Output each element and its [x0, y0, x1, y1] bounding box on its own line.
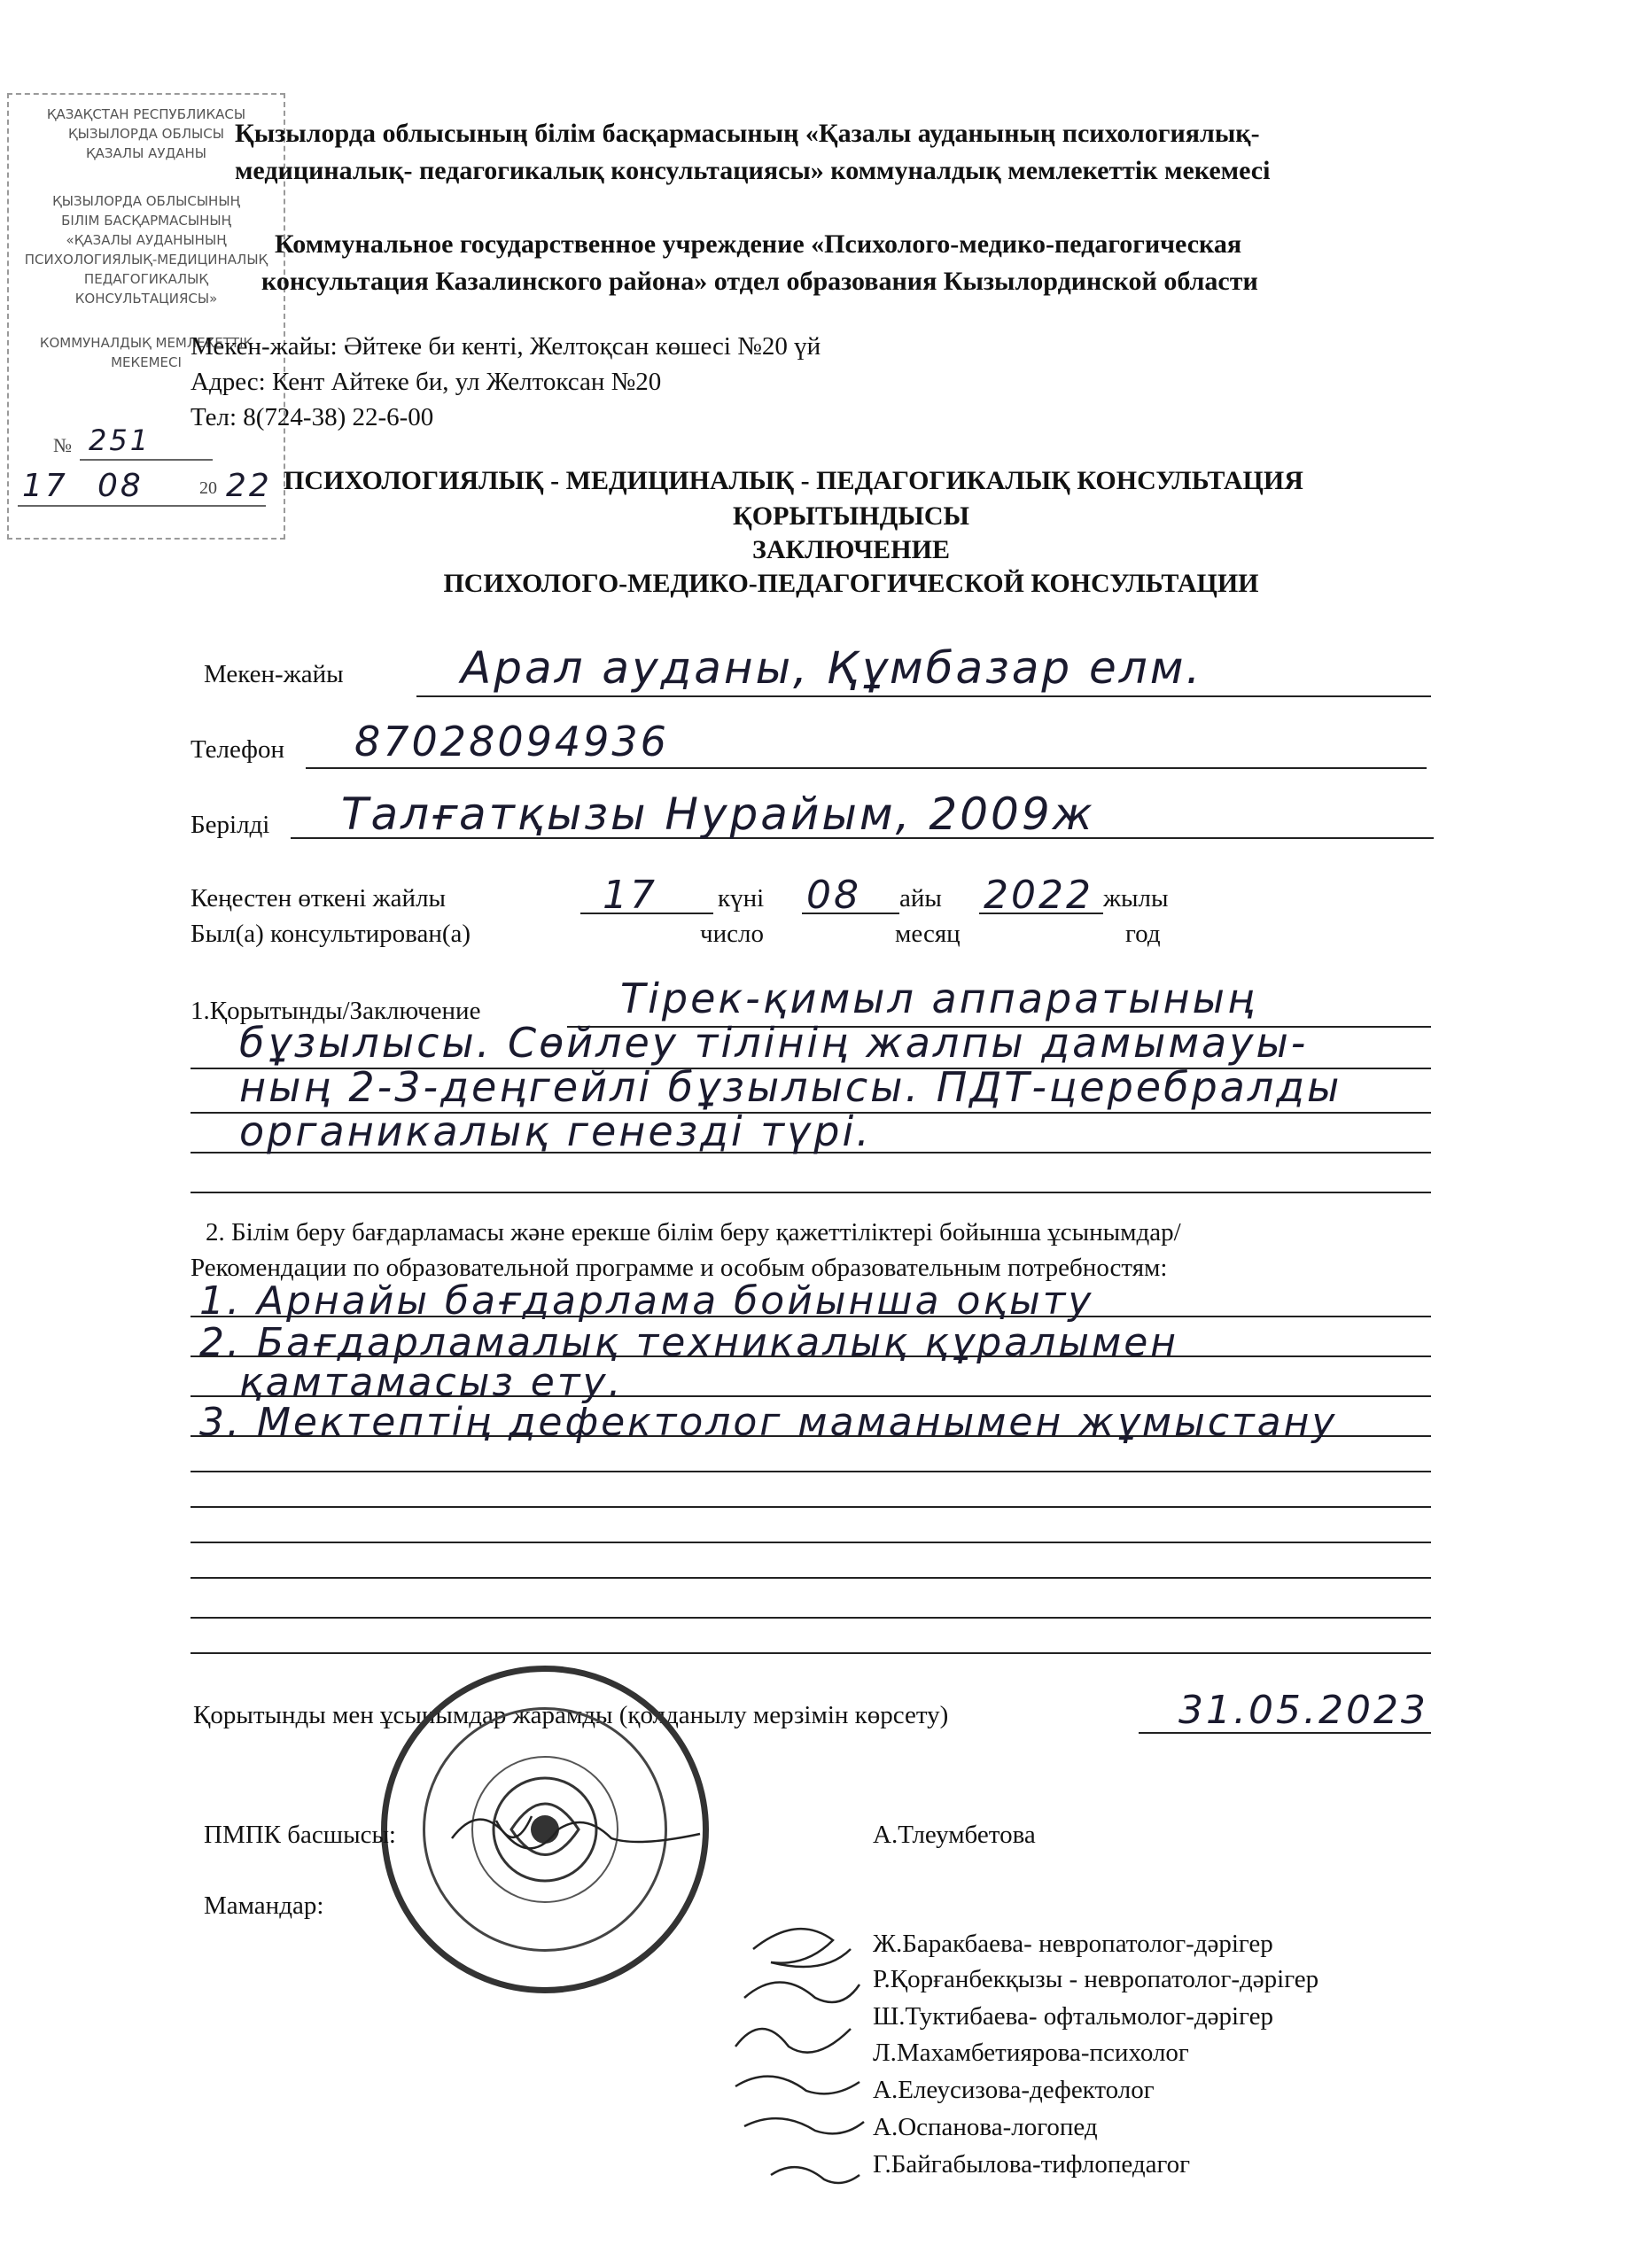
stamp-date-year-prefix: 20: [199, 478, 217, 498]
header-kz-line2: медициналық- педагогикалық консультациясы» коммуналдық мемлекеттік мекемесі: [235, 156, 1271, 185]
title-line4: ПСИХОЛОГО-МЕДИКО-ПЕДАГОГИЧЕСКОЙ КОНСУЛЬТАЦИИ: [443, 569, 1259, 598]
rec-text-3: қамтамасыз ету.: [239, 1360, 624, 1405]
month-ru-label: месяц: [895, 920, 961, 948]
specialist-3: Ш.Туктибаева- офтальмолог-дәрігер: [873, 2002, 1273, 2031]
stamp-number-value: 251: [89, 423, 152, 457]
recommendations-label-ru: Рекомендации по образовательной программе и особым образовательным потребностям:: [191, 1254, 1168, 1282]
year-ru-label: год: [1125, 920, 1161, 948]
conclusion-text-4: органикалық генезді түрі.: [239, 1107, 872, 1155]
stamp-line: МЕКЕМЕСІ: [111, 354, 182, 370]
specialist-1: Ж.Баракбаева- невропатолог-дәрігер: [873, 1930, 1273, 1958]
stamp-line: БІЛІМ БАСҚАРМАСЫНЫҢ: [61, 213, 231, 229]
stamp-number-label: №: [53, 434, 72, 456]
address-kz: Мекен-жайы: Әйтеке би кенті, Желтоқсан көшесі №20 үй: [191, 332, 821, 361]
stamp-line: ҚЫЗЫЛОРДА ОБЛЫСЫ: [68, 126, 224, 142]
stamp-date-month: 08: [97, 468, 144, 504]
rec-line-7: [191, 1542, 1431, 1543]
address-ru: Адрес: Кент Айтеке би, ул Желтоксан №20: [191, 368, 662, 396]
head-label: ПМПК басшысы:: [204, 1821, 396, 1849]
stamp-number-underline: [80, 459, 213, 461]
consult-ru-label: Был(а) консультирован(а): [191, 920, 471, 948]
head-name: А.Тлеумбетова: [873, 1821, 1036, 1849]
phone-field-label: Телефон: [191, 735, 284, 764]
specialist-5: А.Елеусизова-дефектолог: [873, 2076, 1155, 2104]
address-field-label: Мекен-жайы: [204, 660, 344, 688]
conclusion-text-3: ның 2-3-деңгейлі бұзылысы. ПДТ-церебралды: [239, 1063, 1342, 1111]
specialist-2: Р.Қорғанбекқызы - невропатолог-дәрігер: [873, 1965, 1319, 1993]
rec-text-2: 2. Бағдарламалық техникалық құралымен: [199, 1320, 1179, 1365]
month-kz-label: айы: [899, 884, 942, 913]
stamp-date-day: 17: [22, 468, 68, 504]
header-kz-line1: Қызылорда облысының білім басқармасының «Қазалы ауданының психологиялық-: [235, 119, 1260, 148]
head-signature: [443, 1794, 709, 1865]
specialist-7: Г.Байгабылова-тифлопедагог: [873, 2150, 1191, 2179]
stamp-line: КОНСУЛЬТАЦИЯСЫ»: [74, 291, 218, 307]
stamp-line: ҚАЗАЛЫ АУДАНЫ: [86, 145, 206, 161]
specialists-label: Мамандар:: [204, 1891, 324, 1920]
rec-line-9: [191, 1617, 1431, 1619]
stamp-line: ҚЫЗЫЛОРДА ОБЛЫСЫНЫҢ: [52, 193, 240, 209]
validity-value: 31.05.2023: [1178, 1688, 1428, 1733]
conclusion-label: 1.Қорытынды/Заключение: [191, 997, 481, 1025]
day-ru-label: число: [700, 920, 764, 948]
conclusion-text-1: Тірек-қимыл аппаратының: [620, 975, 1257, 1022]
title-line1: ПСИХОЛОГИЯЛЫҚ - МЕДИЦИНАЛЫҚ - ПЕДАГОГИКАЛЫҚ КОНСУЛЬТАЦИЯ: [284, 466, 1303, 495]
consult-kz-label: Кеңестен өткені жайлы: [191, 884, 447, 913]
stamp-line: КОММУНАЛДЫҚ МЕМЛЕКЕТТІК: [39, 335, 253, 351]
header-ru-line1: Коммунальное государственное учреждение «Психолого-медико-педагогическая: [275, 229, 1242, 259]
stamp-line: ПЕДАГОГИКАЛЫҚ: [83, 271, 209, 287]
day-kz-label: күні: [718, 884, 765, 913]
year-value: 2022: [984, 873, 1093, 918]
header-ru-line2: консультация Казалинского района» отдел образования Кызылординской области: [261, 267, 1258, 296]
stamp-date-year-suffix: 22: [226, 468, 272, 504]
year-kz-label: жылы: [1103, 884, 1169, 913]
rec-line-5: [191, 1471, 1431, 1472]
month-value: 08: [806, 873, 861, 918]
stamp-line: «ҚАЗАЛЫ АУДАНЫНЫҢ: [66, 232, 227, 248]
rec-text-1: 1. Арнайы бағдарлама бойынша оқыту: [199, 1278, 1094, 1324]
phone-field-line: [306, 767, 1427, 769]
day-value: 17: [603, 873, 657, 918]
recommendations-label-kz: 2. Білім беру бағдарламасы және ерекше білім беру қажеттіліктері бойынша ұсынымдар/: [206, 1218, 1181, 1247]
specialist-6: А.Оспанова-логопед: [873, 2113, 1098, 2141]
rec-line-6: [191, 1506, 1431, 1508]
validity-label: Қорытынды мен ұсынымдар жарамды (қолданылу мерзімін көрсету): [193, 1701, 949, 1729]
issued-field-value: Талғатқызы Нурайым, 2009ж: [341, 788, 1095, 840]
issued-field-label: Берілді: [191, 811, 270, 839]
title-line3: ЗАКЛЮЧЕНИЕ: [752, 535, 950, 564]
stamp-line: ПСИХОЛОГИЯЛЫҚ-МЕДИЦИНАЛЫҚ: [24, 252, 268, 268]
address-field-value: Арал ауданы, Құмбазар елм.: [461, 642, 1203, 694]
specialist-signatures: [718, 1914, 877, 2206]
rec-line-10: [191, 1652, 1431, 1654]
conclusion-text-2: бұзылысы. Сөйлеу тілінің жалпы дамымауы-: [239, 1019, 1309, 1067]
title-line2: ҚОРЫТЫНДЫСЫ: [733, 501, 969, 531]
stamp-line: ҚАЗАҚСТАН РЕСПУБЛИКАСЫ: [46, 106, 246, 122]
address-field-line: [416, 695, 1431, 697]
address-phone: Тел: 8(724-38) 22-6-00: [191, 403, 434, 431]
rec-text-4: 3. Мектептің дефектолог маманымен жұмыстану: [199, 1400, 1338, 1445]
specialist-4: Л.Махамбетиярова-психолог: [873, 2039, 1189, 2067]
conclusion-line-5: [191, 1192, 1431, 1193]
phone-field-value: 87028094936: [354, 718, 669, 765]
rec-line-8: [191, 1577, 1431, 1579]
